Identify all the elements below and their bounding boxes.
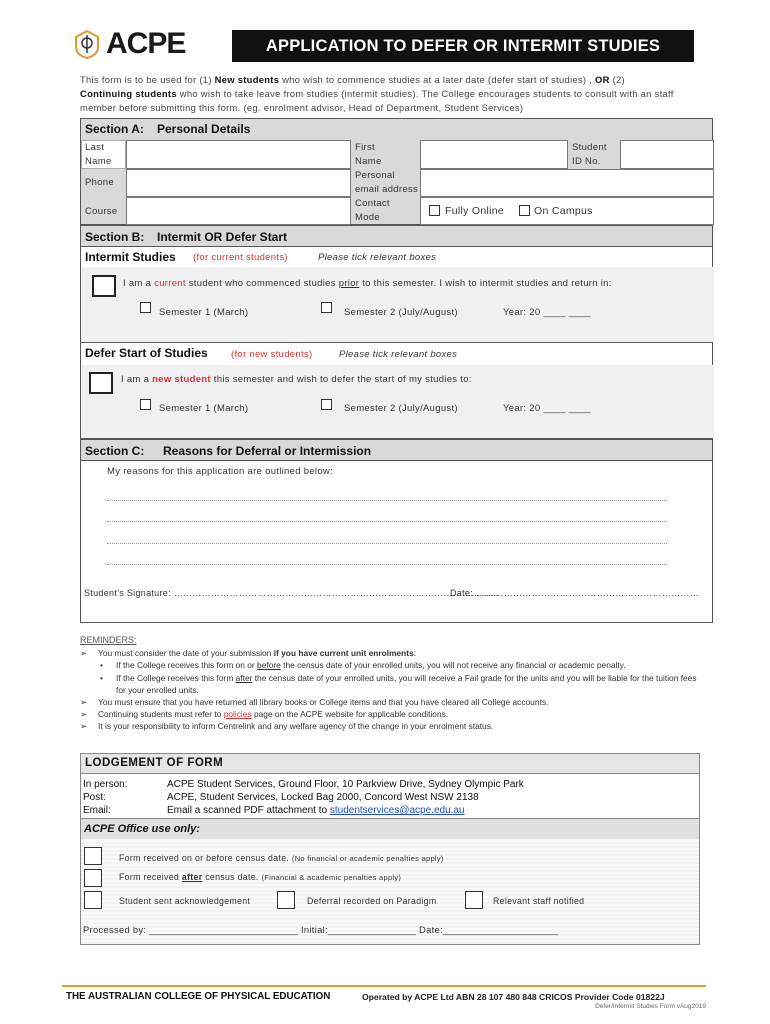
intermit-for-label: (for current students)	[193, 252, 288, 263]
office-staff-notified-label: Relevant staff notified	[493, 896, 585, 906]
reminder-item: ➢ It is your responsibility to inform Centrelink and any welfare agency of the change in your enrolment status.	[80, 721, 494, 732]
last-name-input[interactable]	[126, 140, 351, 169]
signature-date-field[interactable]: Date: ………………………………………………………………	[450, 588, 700, 598]
student-id-input[interactable]	[620, 140, 714, 169]
policies-link[interactable]: policies	[223, 709, 252, 720]
lodgement-values: ACPE Student Services, Ground Floor, 10 Parkview Drive, Sydney Olympic Park ACPE, Student Services, Locked Bag 2000, Concord West NSW 2138 Email a scanned PDF attachment to studentservices@acpe.edu.au	[167, 779, 524, 816]
section-a	[80, 118, 713, 225]
on-campus-checkbox[interactable]	[519, 205, 530, 216]
intermit-year-field[interactable]: Year: 20 ____ ____	[503, 307, 591, 318]
office-paradigm-label: Deferral recorded on Paradigm	[307, 896, 437, 906]
office-before-census-checkbox[interactable]	[84, 847, 102, 865]
course-input[interactable]	[126, 197, 351, 225]
office-use-title: ACPE Office use only:	[84, 823, 200, 835]
form-title: APPLICATION TO DEFER OR INTERMIT STUDIES	[232, 30, 694, 62]
section-c-title: Reasons for Deferral or Intermission	[163, 444, 372, 458]
reminders	[80, 634, 700, 733]
reminder-sub-item: • If the College receives this form after the census date of your enrolled units, you will receive a Fail grade for the units and you will be liable for the tuition fees for your enrolled units.	[100, 672, 697, 695]
reminder-sub-item: • If the College receives this form on or before the census date of your enrolled units, you will not receive any financial or academic penalty.	[100, 660, 626, 671]
intermit-statement: I am a current student who commenced studies prior to this semester. I wish to intermit studies and return in:	[123, 278, 612, 289]
last-name-label: Last Name	[85, 142, 112, 167]
intermit-block	[80, 247, 713, 343]
course-label: Course	[85, 206, 118, 217]
footer-college: THE AUSTRALIAN COLLEGE OF PHYSICAL EDUCATION	[66, 991, 331, 1002]
defer-checkbox[interactable]	[89, 372, 113, 394]
section-a-title: Personal Details	[157, 122, 251, 136]
intermit-sem1-checkbox[interactable]	[140, 302, 151, 313]
acpe-logo	[72, 26, 212, 62]
acpe-emblem-icon	[72, 29, 102, 59]
office-after-census-label: Form received after census date. (Financial & academic penalties apply)	[119, 872, 402, 882]
defer-sem1-checkbox[interactable]	[140, 399, 151, 410]
first-name-label: First Name	[355, 142, 382, 167]
reason-line-1[interactable]	[107, 500, 667, 501]
defer-statement: I am a new student this semester and wish to defer the start of my studies to:	[121, 374, 472, 385]
footer-form-ref: Defer/Intermit Studies Form vAug2019	[595, 1003, 706, 1010]
on-campus-label: On Campus	[534, 205, 593, 217]
contact-mode-label: Contact Mode	[355, 198, 390, 223]
office-acknowledgement-checkbox[interactable]	[84, 891, 102, 909]
student-services-email-link[interactable]: studentservices@acpe.edu.au	[329, 805, 465, 816]
defer-year-field[interactable]: Year: 20 ____ ____	[503, 403, 591, 414]
reasons-label: My reasons for this application are outlined below:	[107, 466, 333, 477]
office-paradigm-checkbox[interactable]	[277, 891, 295, 909]
section-b-title: Intermit OR Defer Start	[157, 230, 288, 244]
defer-for-label: (for new students)	[231, 349, 313, 360]
logo-text: ACPE	[106, 27, 186, 60]
reason-line-4[interactable]	[107, 564, 667, 565]
email-input[interactable]	[420, 169, 714, 197]
intermit-sem2-checkbox[interactable]	[321, 302, 332, 313]
first-name-input[interactable]	[420, 140, 568, 169]
processed-by-field[interactable]: Processed by: ___________________________ Initial:________________ Date:_____________________	[83, 924, 559, 935]
fully-online-checkbox[interactable]	[429, 205, 440, 216]
reason-line-3[interactable]	[107, 543, 667, 544]
defer-sem2-label: Semester 2 (July/August)	[344, 403, 458, 414]
section-a-label: Section A:	[85, 122, 144, 136]
defer-title: Defer Start of Studies	[85, 346, 208, 360]
intro-text: This form is to be used for (1) New students who wish to commence studies at a later date (defer start of studies) , OR (2) Continuing students who wish to take leave from studies (intermit studies). The College encourages students to consult with an staff member before submitting this form. (eg. enrolment advisor, Head of Department, Student Services)	[80, 74, 674, 113]
phone-label: Phone	[85, 177, 114, 188]
student-id-label: Student ID No.	[572, 142, 607, 167]
reason-line-2[interactable]	[107, 521, 667, 522]
footer-operated: Operated by ACPE Ltd ABN 28 107 480 848 CRICOS Provider Code 01822J	[362, 992, 665, 1002]
reminder-item: ➢ Continuing students must refer to policies page on the ACPE website for applicable conditions.	[80, 709, 449, 720]
section-b-header	[80, 225, 713, 247]
defer-sem2-checkbox[interactable]	[321, 399, 332, 410]
section-b-label: Section B:	[85, 230, 145, 244]
lodgement-labels: In person: Post: Email:	[83, 779, 128, 816]
intermit-sem1-label: Semester 1 (March)	[159, 307, 249, 318]
office-acknowledgement-label: Student sent acknowledgement	[119, 896, 251, 906]
footer-divider	[62, 985, 706, 987]
reminders-title: REMINDERS:	[80, 635, 137, 645]
signature-field[interactable]: Student’s Signature: ……………………………………………………………………………………………	[84, 588, 500, 598]
office-before-census-label: Form received on or before census date. (No financial or academic penalties apply)	[119, 853, 444, 863]
reminder-item: ➢ You must ensure that you have returned all library books or College items and that you have cleared all College accounts.	[80, 697, 549, 708]
office-use-box	[80, 819, 700, 945]
lodgement-title: LODGEMENT OF FORM	[85, 757, 224, 769]
lodgement-box	[80, 753, 700, 819]
intermit-title: Intermit Studies	[85, 250, 176, 264]
intermit-tick-note: Please tick relevant boxes	[318, 252, 437, 263]
email-label: Personal email address	[355, 170, 419, 195]
reminder-item: ➢ You must consider the date of your submission if you have current unit enrolments:	[80, 648, 417, 659]
phone-input[interactable]	[126, 169, 351, 197]
defer-tick-note: Please tick relevant boxes	[339, 349, 458, 360]
section-c-header	[80, 439, 713, 461]
intermit-checkbox[interactable]	[92, 275, 116, 297]
defer-sem1-label: Semester 1 (March)	[159, 403, 249, 414]
section-c-label: Section C:	[85, 444, 145, 458]
office-after-census-checkbox[interactable]	[84, 869, 102, 887]
fully-online-label: Fully Online	[445, 205, 505, 217]
office-staff-notified-checkbox[interactable]	[465, 891, 483, 909]
intermit-sem2-label: Semester 2 (July/August)	[344, 307, 458, 318]
defer-block	[80, 343, 713, 439]
